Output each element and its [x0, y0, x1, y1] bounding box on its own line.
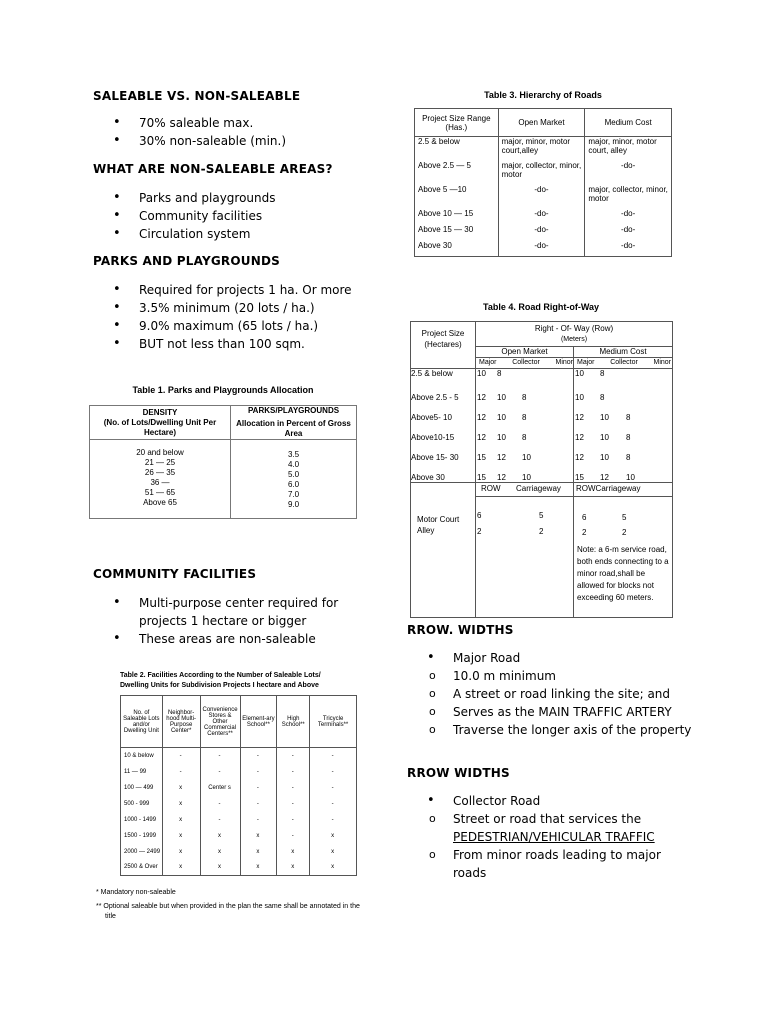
table1 [89, 405, 357, 519]
table-header: Open Market [498, 109, 585, 137]
table-cell: - [240, 764, 277, 780]
table-cell: - [277, 780, 310, 796]
rrow-2-list [407, 792, 667, 882]
table-cell: - [277, 812, 310, 828]
table4-cell: 10 [600, 433, 609, 442]
table-row [121, 764, 357, 780]
table4-cell: 15 [477, 453, 486, 462]
list-item: • 3.5% minimum (20 lots / ha.) [93, 299, 393, 317]
table2-body [121, 748, 357, 876]
table4-row-rule [476, 496, 672, 497]
table1-header-rule [90, 439, 356, 440]
table4-cell: 12 [575, 453, 584, 462]
table4-cell: 8 [600, 393, 605, 402]
table2-caption [120, 671, 360, 691]
table-cell: 10 & below [121, 748, 163, 764]
table4-cell: 2 [477, 527, 482, 536]
header-label: DENSITY [142, 408, 178, 417]
table-cell: x [240, 828, 277, 844]
heading-rrow-1: RROW. WIDTHS [407, 623, 514, 637]
table4-note: Note: a 6-m service road, both ends connecting to a minor road,shall be allowed for blocks not exceeding 60 meters. [577, 545, 669, 602]
table-cell: 2500 & Over [121, 860, 163, 876]
table-cell: 3.5 [287, 450, 300, 459]
saleable-list [93, 114, 393, 150]
table-cell: 9.0 [287, 500, 300, 509]
table-cell: -do- [498, 209, 585, 225]
table-cell: Above 30 [415, 241, 499, 257]
table-cell: x [310, 860, 357, 876]
table-header: High School** [277, 696, 310, 748]
table1-header-density [90, 408, 230, 438]
list-item: • Collector Road [407, 792, 667, 810]
heading-saleable: SALEABLE VS. NON-SALEABLE [93, 89, 301, 103]
table-cell: major, minor, motor court,alley [498, 137, 585, 161]
table4-cell: 15 [477, 473, 486, 482]
table-cell: 7.0 [287, 490, 300, 499]
table4-row-label: Above 15- 30 [411, 453, 459, 462]
table-row [121, 748, 357, 764]
heading-community: COMMUNITY FACILITIES [93, 567, 257, 581]
subheader: Minor [653, 359, 671, 366]
table4-header-open: Open Market [501, 347, 548, 356]
list-item: • 30% non-saleable (min.) [93, 132, 393, 150]
subheader: Collector [512, 359, 540, 366]
table4-cell: 12 [477, 413, 486, 422]
table4-cell: 10 [497, 393, 506, 402]
table4-cell: 8 [522, 413, 527, 422]
table-row [121, 844, 357, 860]
table-cell: - [240, 812, 277, 828]
heading-non-saleable: WHAT ARE NON-SALEABLE AREAS? [93, 162, 333, 176]
subheader: Minor [555, 359, 573, 366]
table-cell: x [310, 844, 357, 860]
list-item: • 9.0% maximum (65 lots / ha.) [93, 317, 393, 335]
row-label: Alley [417, 526, 435, 535]
table-cell: x [162, 796, 200, 812]
table-header: Element-ary School** [240, 696, 277, 748]
table-cell: - [240, 796, 277, 812]
table-header: Project Size Range (Has.) [415, 109, 499, 137]
table4-header-medium: Medium Cost [599, 347, 647, 356]
table4-cell: 10 [626, 473, 635, 482]
table4-cell: 8 [626, 453, 631, 462]
table1-header-parks [231, 406, 356, 439]
list-item: • These areas are non-saleable [93, 630, 355, 648]
table-cell: 21 — 25 [144, 458, 176, 467]
table4-cell: 8 [626, 413, 631, 422]
list-item: o A street or road linking the site; and [407, 685, 697, 703]
table4-cell: 2 [622, 528, 627, 537]
header-label: PARKS/PLAYGROUNDS [247, 406, 340, 415]
table-cell: 100 — 499 [121, 780, 163, 796]
subheader: Collector [610, 359, 638, 366]
table4-cell: 10 [477, 369, 486, 378]
table-header: Convenience Stores & Other Commercial Centers** [200, 696, 240, 748]
table-cell: 26 — 35 [144, 468, 176, 477]
table-cell: 4.0 [287, 460, 300, 469]
table4-cell: 2 [539, 527, 544, 536]
table-cell: x [162, 844, 200, 860]
table-cell: -do- [585, 241, 672, 257]
table-row [121, 860, 357, 876]
list-text-underlined: PEDESTRIAN/VEHICULAR TRAFFIC [453, 830, 655, 844]
table4-cell: 12 [477, 393, 486, 402]
caption-line: Dwelling Units for Subdivision Projects I hectare and Above [120, 682, 319, 689]
table4-cell: 12 [575, 433, 584, 442]
table-row [415, 185, 672, 209]
table-cell: x [200, 844, 240, 860]
table4-cell: 12 [575, 413, 584, 422]
footnote: * Mandatory non-saleable [96, 889, 176, 896]
table-cell: 20 and below [136, 448, 184, 457]
table-cell: x [277, 844, 310, 860]
parks-list [93, 281, 393, 353]
table-cell: 1000 - 1499 [121, 812, 163, 828]
list-item: o Traverse the longer axis of the property [407, 721, 697, 739]
header-sub: (Meters) [560, 336, 588, 343]
table1-caption: Table 1. Parks and Playgrounds Allocation [132, 385, 314, 395]
table-cell: major, minor, motor court, alley [585, 137, 672, 161]
table-row [415, 137, 672, 161]
table4-carriage-label: Carriageway [516, 484, 561, 493]
table-cell: x [240, 844, 277, 860]
list-item: • Major Road [407, 649, 697, 667]
table-cell: 11 — 99 [121, 764, 163, 780]
table-cell: x [162, 812, 200, 828]
table-row [121, 796, 357, 812]
table-header: Tricycle Terminals** [310, 696, 357, 748]
table-cell: 500 - 999 [121, 796, 163, 812]
table4-cell: 6 [582, 513, 587, 522]
table-cell: - [162, 764, 200, 780]
table-cell: - [310, 812, 357, 828]
table4-cell: 6 [477, 511, 482, 520]
table-cell: -do- [585, 225, 672, 241]
list-item: • Community facilities [93, 207, 393, 225]
table4-header-size: Project Size (Hectares) [421, 329, 465, 349]
list-item: • 70% saleable max. [93, 114, 393, 132]
table4-row-carriage-label: ROWCarriageway [576, 484, 641, 493]
table4-row-label: Above10-15 [411, 433, 455, 442]
table-cell: -do- [498, 185, 585, 209]
table-row [121, 780, 357, 796]
table-cell: - [240, 748, 277, 764]
table3-body [415, 137, 672, 257]
table-cell: -do- [498, 241, 585, 257]
table4-cell: 8 [522, 433, 527, 442]
table4-cell: 12 [497, 473, 506, 482]
table3-caption: Table 3. Hierarchy of Roads [484, 90, 602, 100]
table4-row-label: ROW [481, 484, 501, 493]
table2-footnotes [96, 888, 366, 922]
list-item: • Parks and playgrounds [93, 189, 393, 207]
subheader: Major [479, 359, 497, 366]
table4-cell: 2 [582, 528, 587, 537]
table4-header-row [476, 323, 672, 345]
table-cell: - [310, 748, 357, 764]
header-sub: (No. of Lots/Dwelling Unit Per Hectare) [103, 418, 217, 437]
table4-col-rule [475, 322, 476, 617]
table-header: No. of Saleable Lots and/or Dwelling Unit [121, 696, 163, 748]
table4-cell: 8 [522, 393, 527, 402]
table4-row-label: Above5- 10 [411, 413, 452, 422]
table-cell: - [200, 764, 240, 780]
table-row [415, 161, 672, 185]
table4-cell: 10 [497, 433, 506, 442]
table-cell: 5.0 [287, 470, 300, 479]
table-cell: - [240, 780, 277, 796]
table-cell: - [310, 796, 357, 812]
table-row [415, 241, 672, 257]
table-cell: 2.5 & below [415, 137, 499, 161]
header-sub: Allocation in Percent of Gross Area [236, 419, 351, 438]
community-list [93, 594, 355, 648]
list-item: o Serves as the MAIN TRAFFIC ARTERY [407, 703, 697, 721]
table-cell: x [162, 828, 200, 844]
table-cell: 6.0 [287, 480, 300, 489]
list-item: o 10.0 m minimum [407, 667, 697, 685]
table4-cell: 8 [626, 433, 631, 442]
table4-cell: 10 [522, 453, 531, 462]
table-cell: Above 65 [143, 498, 177, 507]
table-cell: - [200, 748, 240, 764]
table4-cell: 15 [575, 473, 584, 482]
table-cell: - [310, 780, 357, 796]
header-label: Right - Of- Way (Row) [534, 324, 614, 333]
table4-caption: Table 4. Road Right-of-Way [483, 302, 599, 312]
table1-percent-col [231, 450, 356, 510]
table4-cell: 12 [477, 433, 486, 442]
table-cell: -do- [585, 209, 672, 225]
table4-row-label: Above 30 [411, 473, 445, 482]
table4-cell: 10 [600, 453, 609, 462]
table4-sub-open [477, 358, 573, 368]
table4-motor-court [417, 514, 459, 536]
table4-row-label: 2.5 & below [411, 369, 453, 378]
table-cell: 1500 - 1999 [121, 828, 163, 844]
table4-cell: 8 [497, 369, 502, 378]
rrow-1-list [407, 649, 697, 739]
table-cell: - [162, 748, 200, 764]
table-cell: -do- [498, 225, 585, 241]
table-cell: x [240, 860, 277, 876]
table-cell: x [277, 860, 310, 876]
table-row [415, 209, 672, 225]
table-cell: - [277, 764, 310, 780]
table4-cell: 10 [497, 413, 506, 422]
row-label: Motor Court [417, 515, 460, 524]
table4-cell: 10 [600, 413, 609, 422]
table4-cell: 10 [575, 369, 584, 378]
table-cell: x [200, 828, 240, 844]
table-row [121, 812, 357, 828]
table-cell: x [162, 780, 200, 796]
table-cell: Above 15 — 30 [415, 225, 499, 241]
heading-rrow-2: RROW WIDTHS [407, 766, 510, 780]
table-cell: Above 10 — 15 [415, 209, 499, 225]
table-cell: - [200, 796, 240, 812]
heading-parks: PARKS AND PLAYGROUNDS [93, 254, 280, 268]
table1-density-col [90, 448, 230, 508]
list-text: Street or road that services the [453, 812, 642, 826]
table4-row-label: Above 2.5 - 5 [411, 393, 459, 402]
table-cell: - [277, 748, 310, 764]
table4-cell: 8 [600, 369, 605, 378]
table4 [410, 321, 673, 618]
table4-cell: 5 [539, 511, 544, 520]
caption-line: Table 2. Facilities According to the Number of Saleable Lots/ [120, 672, 321, 679]
list-item: • Circulation system [93, 225, 393, 243]
table-cell: - [310, 764, 357, 780]
table-cell: major, collector, minor, motor [585, 185, 672, 209]
list-item: • Required for projects 1 ha. Or more [93, 281, 393, 299]
non-saleable-list [93, 189, 393, 243]
list-item: • Multi-purpose center required for projects 1 hectare or bigger [93, 594, 355, 630]
table-cell: Center s [200, 780, 240, 796]
table-cell: - [200, 812, 240, 828]
table-row [415, 225, 672, 241]
table4-cell: 12 [497, 453, 506, 462]
subheader: Major [577, 359, 595, 366]
table-cell: - [277, 796, 310, 812]
table4-cell: 12 [600, 473, 609, 482]
table4-cell: 10 [522, 473, 531, 482]
table-cell: major, collector, minor, motor [498, 161, 585, 185]
table-cell: - [277, 828, 310, 844]
table-cell: 2000 — 2499 [121, 844, 163, 860]
table-header: Medium Cost [585, 109, 672, 137]
table2 [120, 695, 357, 876]
table-row [121, 828, 357, 844]
table3 [414, 108, 672, 257]
list-item: • BUT not less than 100 sqm. [93, 335, 393, 353]
list-item: o From minor roads leading to major roads [407, 846, 667, 882]
table-cell: -do- [585, 161, 672, 185]
table-cell: Above 5 —10 [415, 185, 499, 209]
table-cell: Above 2.5 — 5 [415, 161, 499, 185]
table-cell: x [162, 860, 200, 876]
table-cell: 36 — [150, 478, 170, 487]
table-header: Neighbor-hood Multi-Purpose Center* [162, 696, 200, 748]
table-cell: 51 — 65 [144, 488, 176, 497]
table-cell: x [310, 828, 357, 844]
list-item [407, 810, 667, 846]
table-cell: x [200, 860, 240, 876]
footnote: ** Optional saleable but when provided in the plan the same shall be annotated in the title [96, 903, 360, 920]
table4-cell: 5 [622, 513, 627, 522]
table4-sub-medium [575, 358, 671, 368]
table4-cell: 10 [575, 393, 584, 402]
